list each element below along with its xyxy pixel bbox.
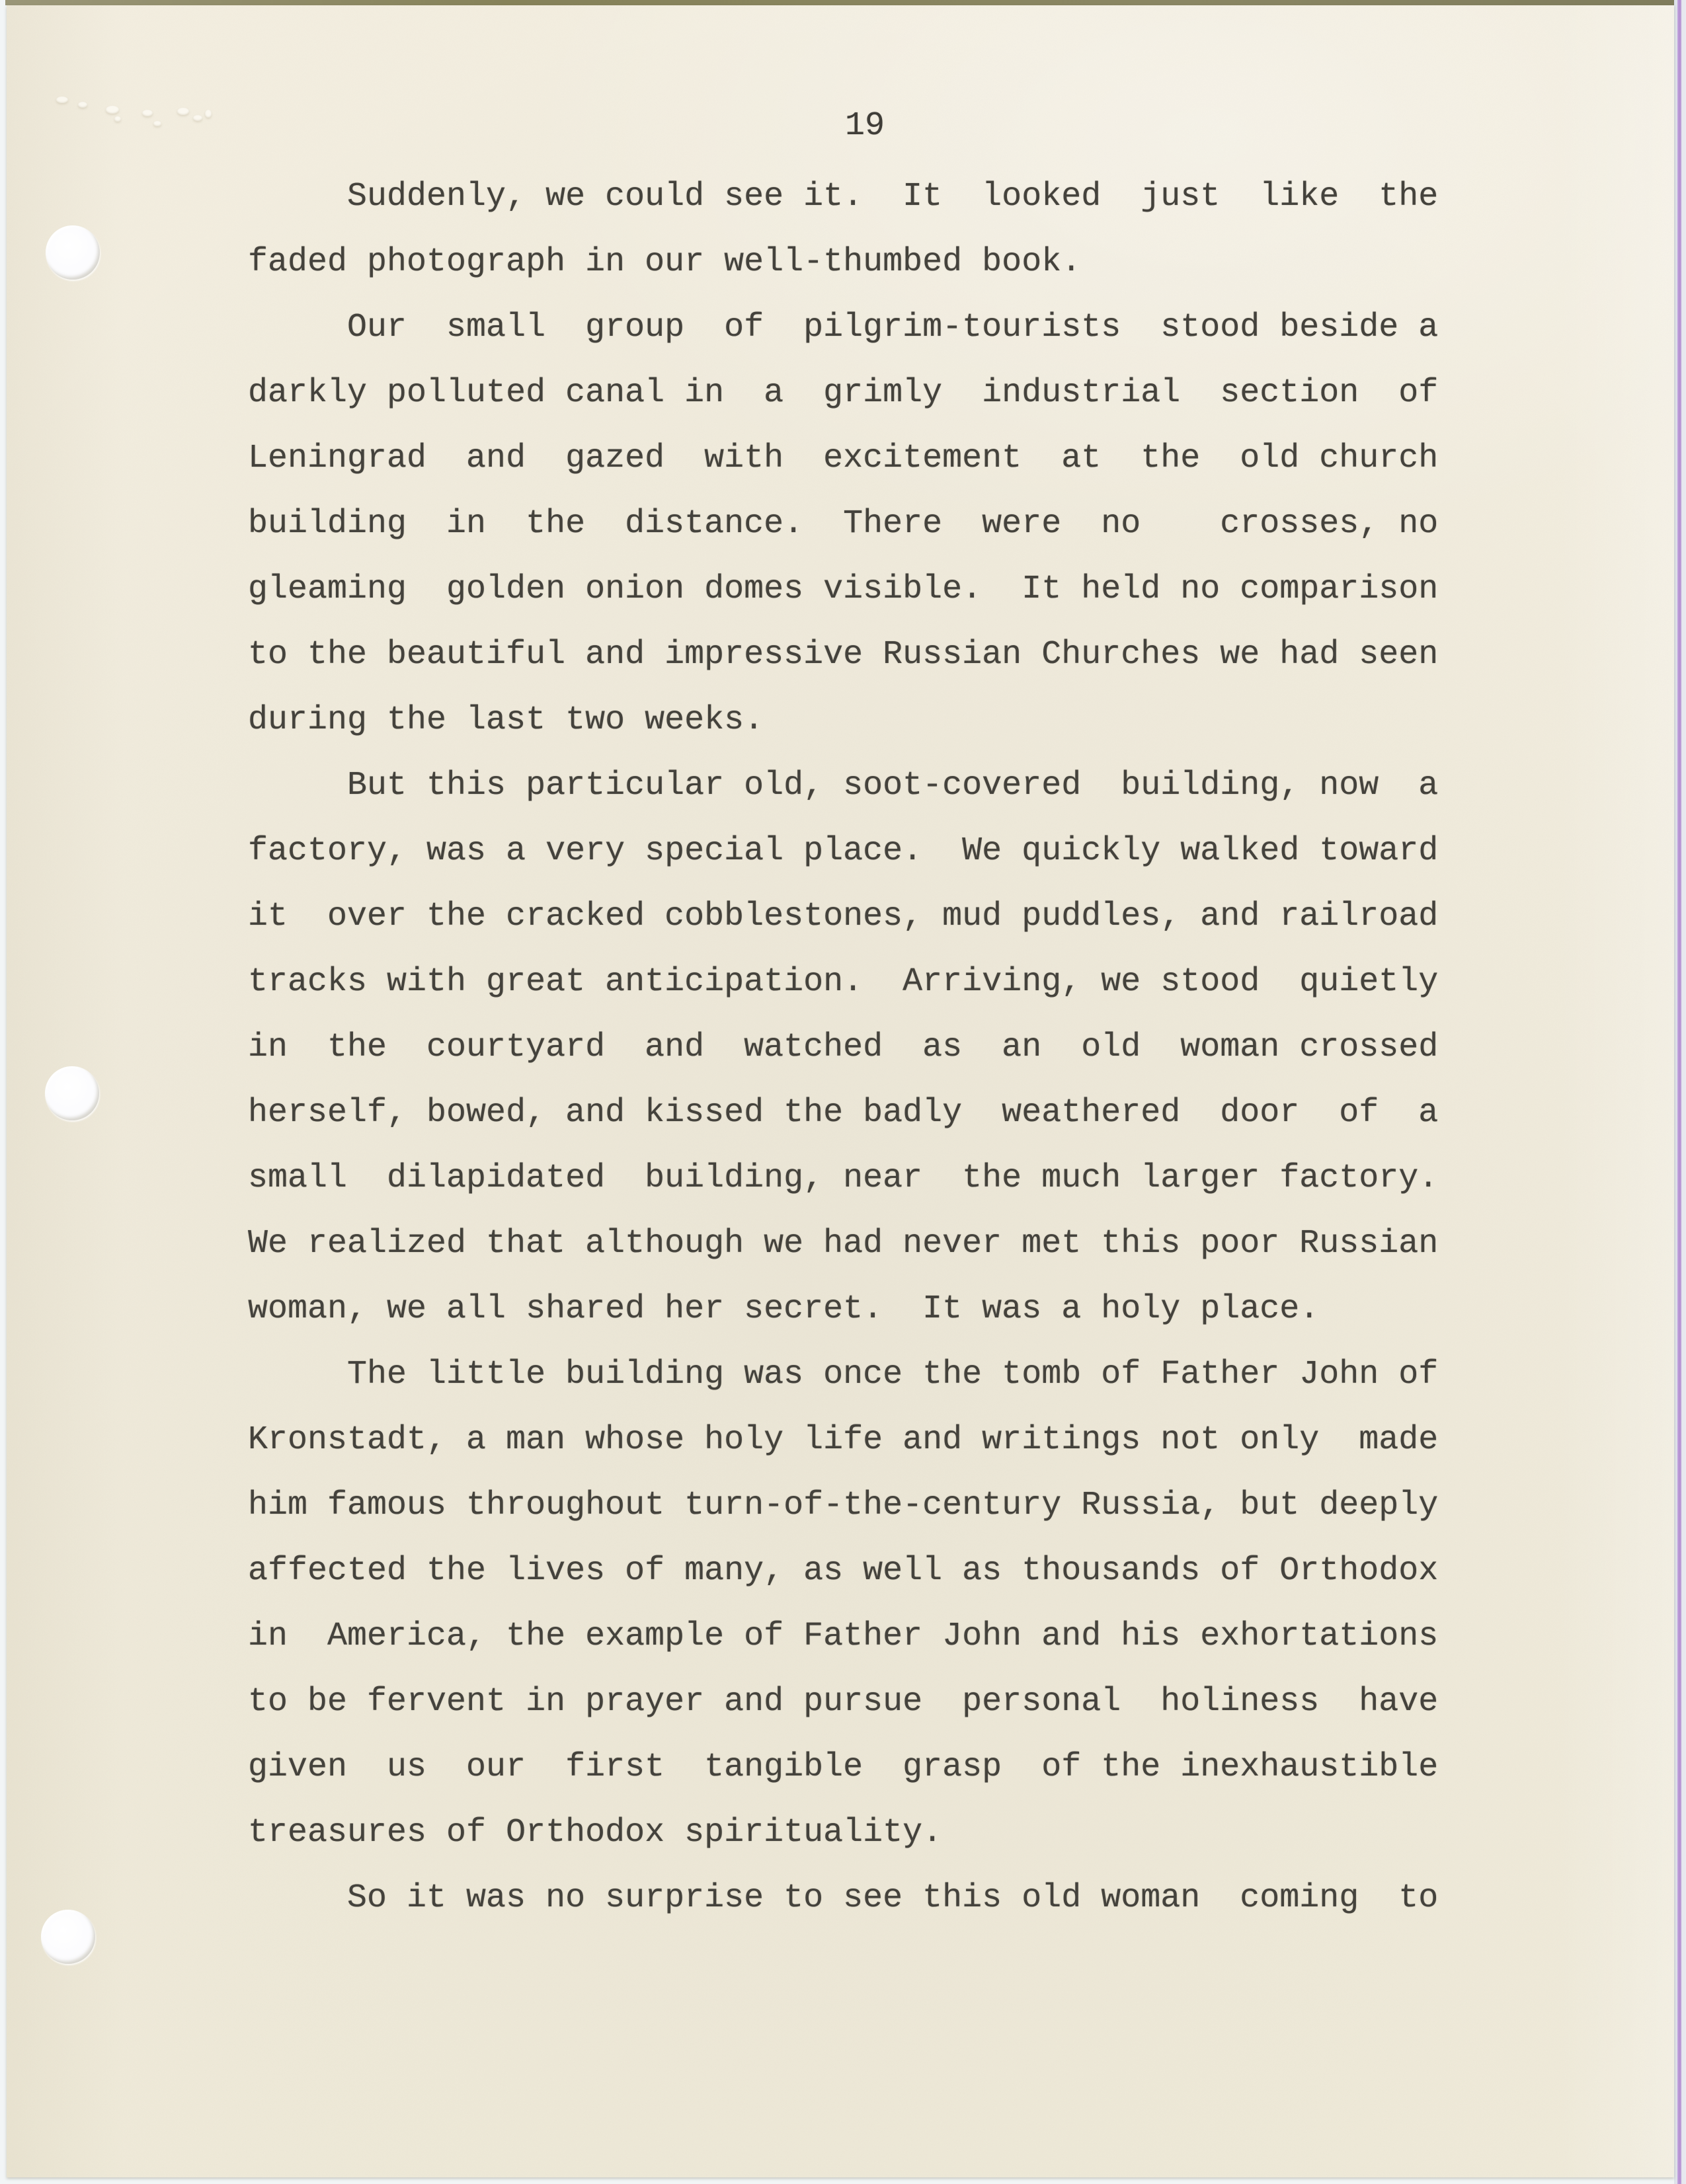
text-line: him famous throughout turn-of-the-century Russia, but deeply	[248, 1487, 1439, 1524]
text-line: building in the distance. There were no crosses, no	[248, 505, 1439, 543]
text-line: The little building was once the tomb of Father John of	[248, 1356, 1439, 1393]
scanned-page	[7, 5, 1674, 2177]
text-line: Leningrad and gazed with excitement at the old church	[248, 440, 1439, 477]
embossed-mark	[205, 110, 212, 118]
binder-line	[1677, 0, 1681, 2184]
embossed-mark	[114, 116, 121, 122]
text-line: in America, the example of Father John and his exhortations	[248, 1618, 1439, 1655]
text-line: small dilapidated building, near the much larger factory.	[248, 1159, 1439, 1197]
text-line: Suddenly, we could see it. It looked just like the	[248, 178, 1439, 215]
text-line: herself, bowed, and kissed the badly weathered door of a	[248, 1094, 1439, 1132]
embossed-mark	[56, 97, 68, 103]
embossed-mark	[153, 121, 161, 126]
text-line: So it was no surprise to see this old woman coming to	[248, 1879, 1439, 1917]
text-line: treasures of Orthodox spirituality.	[248, 1814, 943, 1852]
punch-hole	[41, 1910, 95, 1964]
text-line: gleaming golden onion domes visible. It held no comparison	[248, 570, 1439, 608]
page-number: 19	[845, 107, 885, 145]
text-line: to be fervent in prayer and pursue personal holiness have	[248, 1683, 1439, 1721]
text-line: it over the cracked cobblestones, mud puddles, and railroad	[248, 898, 1439, 935]
punch-hole	[45, 1066, 99, 1120]
text-line: darkly polluted canal in a grimly industrial section of	[248, 374, 1439, 412]
text-line: during the last two weeks.	[248, 701, 764, 739]
text-line: given us our first tangible grasp of the inexhaustible	[248, 1748, 1439, 1786]
embossed-mark	[78, 102, 87, 108]
text-line: But this particular old, soot-covered building, now a	[248, 767, 1439, 804]
embossed-mark	[106, 106, 119, 114]
text-line: We realized that although we had never met this poor Russian	[248, 1225, 1439, 1263]
text-line: factory, was a very special place. We quickly walked toward	[248, 832, 1439, 870]
embossed-mark	[193, 115, 202, 121]
text-line: woman, we all shared her secret. It was a holy place.	[248, 1290, 1320, 1328]
text-line: tracks with great anticipation. Arriving, we stood quietly	[248, 963, 1439, 1001]
embossed-mark	[142, 110, 153, 116]
punch-hole	[46, 225, 100, 280]
text-line: to the beautiful and impressive Russian Churches we had seen	[248, 636, 1439, 674]
text-line: faded photograph in our well-thumbed book.	[248, 243, 1082, 281]
text-line: Our small group of pilgrim-tourists stood beside a	[248, 309, 1439, 346]
embossed-mark	[177, 108, 189, 115]
text-line: in the courtyard and watched as an old woman crossed	[248, 1029, 1439, 1066]
scan-edge-top	[5, 0, 1679, 5]
text-line: affected the lives of many, as well as thousands of Orthodox	[248, 1552, 1439, 1590]
text-line: Kronstadt, a man whose holy life and writings not only made	[248, 1421, 1439, 1459]
